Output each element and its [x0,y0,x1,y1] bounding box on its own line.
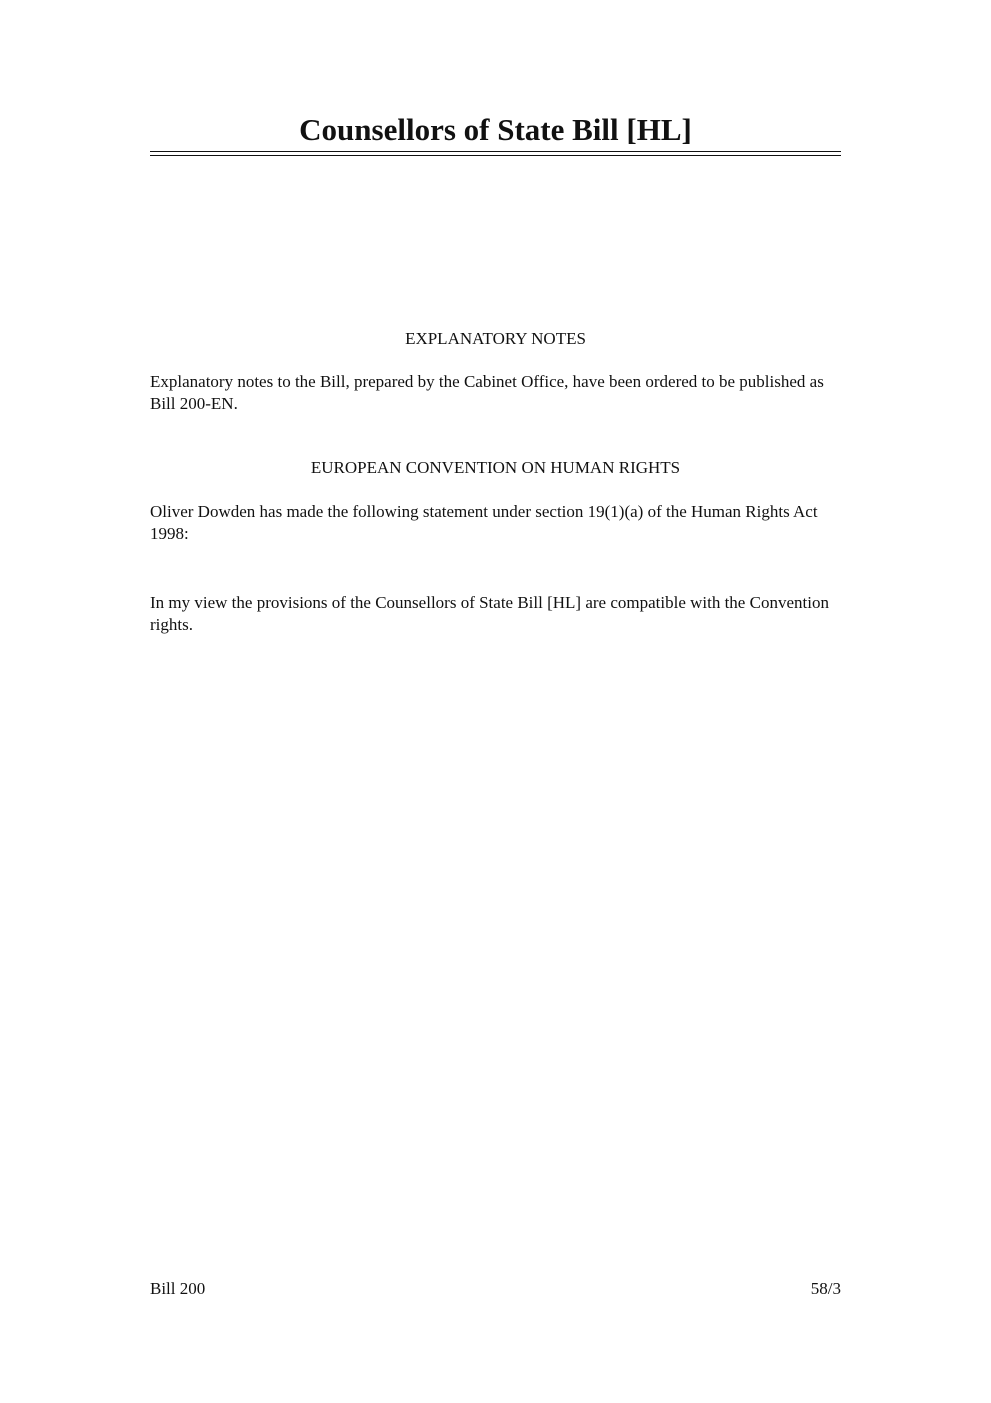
footer-reference: 58/3 [810,1279,841,1298]
title-rule-thick [150,151,841,152]
explanatory-notes-paragraph: Explanatory notes to the Bill, prepared by the Cabinet Office, have been ordered to be published as Bill 200-EN. [150,372,824,413]
footer-bill-number: Bill 200 [150,1279,206,1298]
document-title: Counsellors of State Bill [HL] [299,112,692,147]
section-heading-explanatory-notes: EXPLANATORY NOTES [405,329,586,348]
title-rule-thin [150,155,841,156]
ministerial-statement-intro: Oliver Dowden has made the following statement under section 19(1)(a) of the Human Rights Act 1998: [150,502,818,543]
section-heading-echr: EUROPEAN CONVENTION ON HUMAN RIGHTS [310,458,681,477]
compatibility-statement: In my view the provisions of the Counsellors of State Bill [HL] are compatible with the Convention rights. [150,593,829,634]
